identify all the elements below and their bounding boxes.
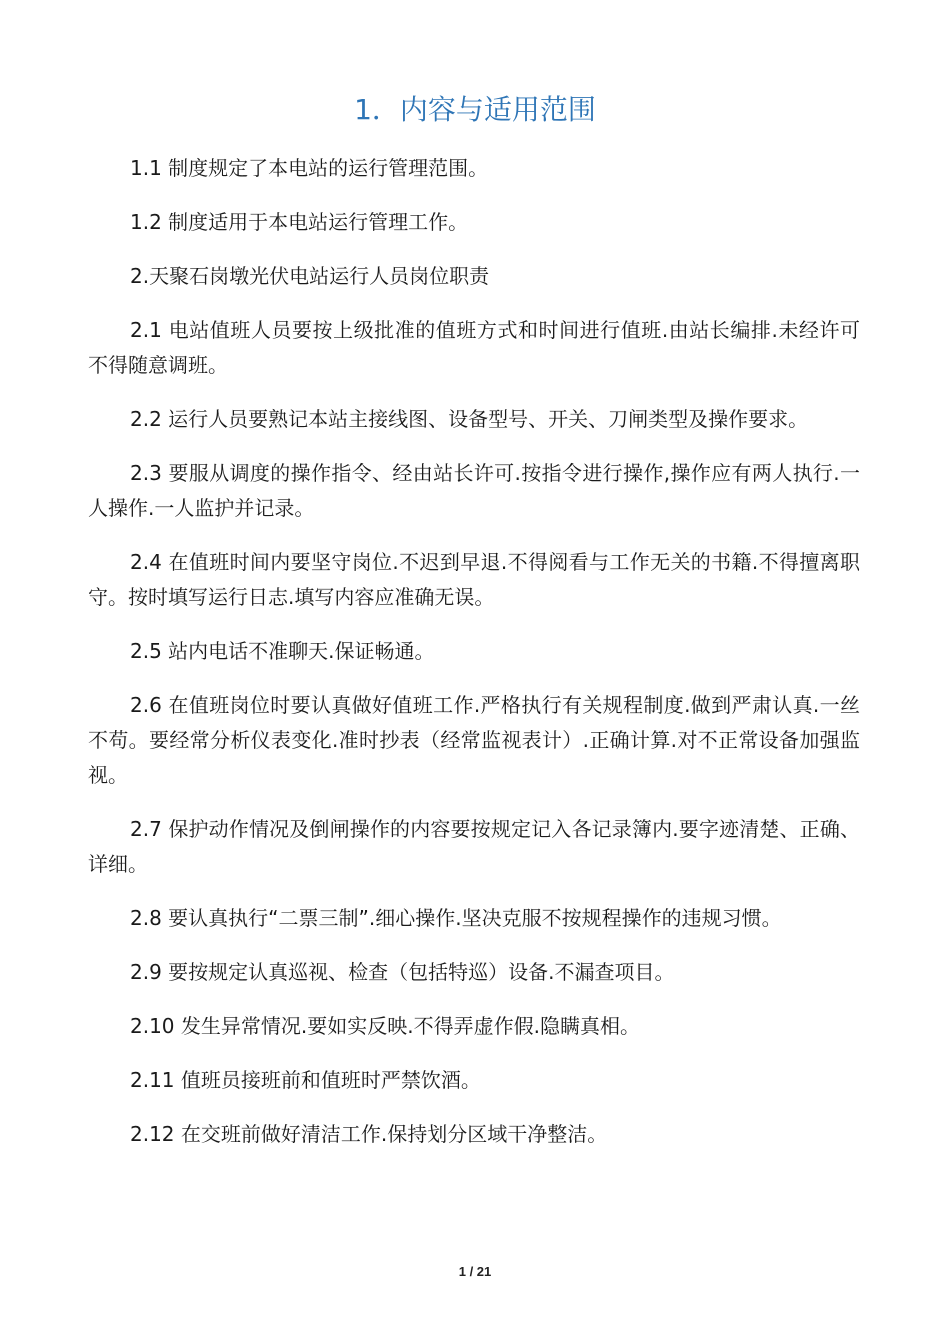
paragraph: 2.11 值班员接班前和值班时严禁饮酒。 <box>130 1068 481 1092</box>
paragraph: 2.4 在值班时间内要坚守岗位.不迟到早退.不得阅看与工作无关的书籍.不得擅离职守。按时填写运行日志.填写内容应准确无误。 <box>88 550 860 609</box>
paragraph: 2.2 运行人员要熟记本站主接线图、设备型号、开关、刀闸类型及操作要求。 <box>130 407 809 431</box>
paragraph: 2.7 保护动作情况及倒闸操作的内容要按规定记入各记录簿内.要字迹清楚、正确、详细。 <box>88 817 860 876</box>
paragraph: 2.8 要认真执行“二票三制”.细心操作.坚决克服不按规程操作的违规习惯。 <box>130 906 782 930</box>
page-number: 1 / 21 <box>458 1264 492 1279</box>
paragraph: 2.天聚石岗墩光伏电站运行人员岗位职责 <box>130 264 490 288</box>
paragraph: 2.3 要服从调度的操作指令、经由站长许可.按指令进行操作,操作应有两人执行.一人操作.一人监护并记录。 <box>88 461 860 520</box>
paragraph: 2.5 站内电话不准聊天.保证畅通。 <box>130 639 435 663</box>
document-body <box>88 151 860 1171</box>
paragraph: 2.6 在值班岗位时要认真做好值班工作.严格执行有关规程制度.做到严肃认真.一丝不苟。要经常分析仪表变化.准时抄表（经常监视表计）.正确计算.对不正常设备加强监视。 <box>88 693 860 787</box>
paragraph: 2.10 发生异常情况.要如实反映.不得弄虚作假.隐瞒真相。 <box>130 1014 640 1038</box>
section-heading: 1．内容与适用范围 <box>354 93 596 126</box>
paragraph: 1.2 制度适用于本电站运行管理工作。 <box>130 210 469 234</box>
paragraph: 2.1 电站值班人员要按上级批准的值班方式和时间进行值班.由站长编排.未经许可不得随意调班。 <box>88 318 860 377</box>
paragraph: 1.1 制度规定了本电站的运行管理范围。 <box>130 156 489 180</box>
paragraph: 2.12 在交班前做好清洁工作.保持划分区域干净整洁。 <box>130 1122 608 1146</box>
paragraph: 2.9 要按规定认真巡视、检查（包括特巡）设备.不漏查项目。 <box>130 960 675 984</box>
